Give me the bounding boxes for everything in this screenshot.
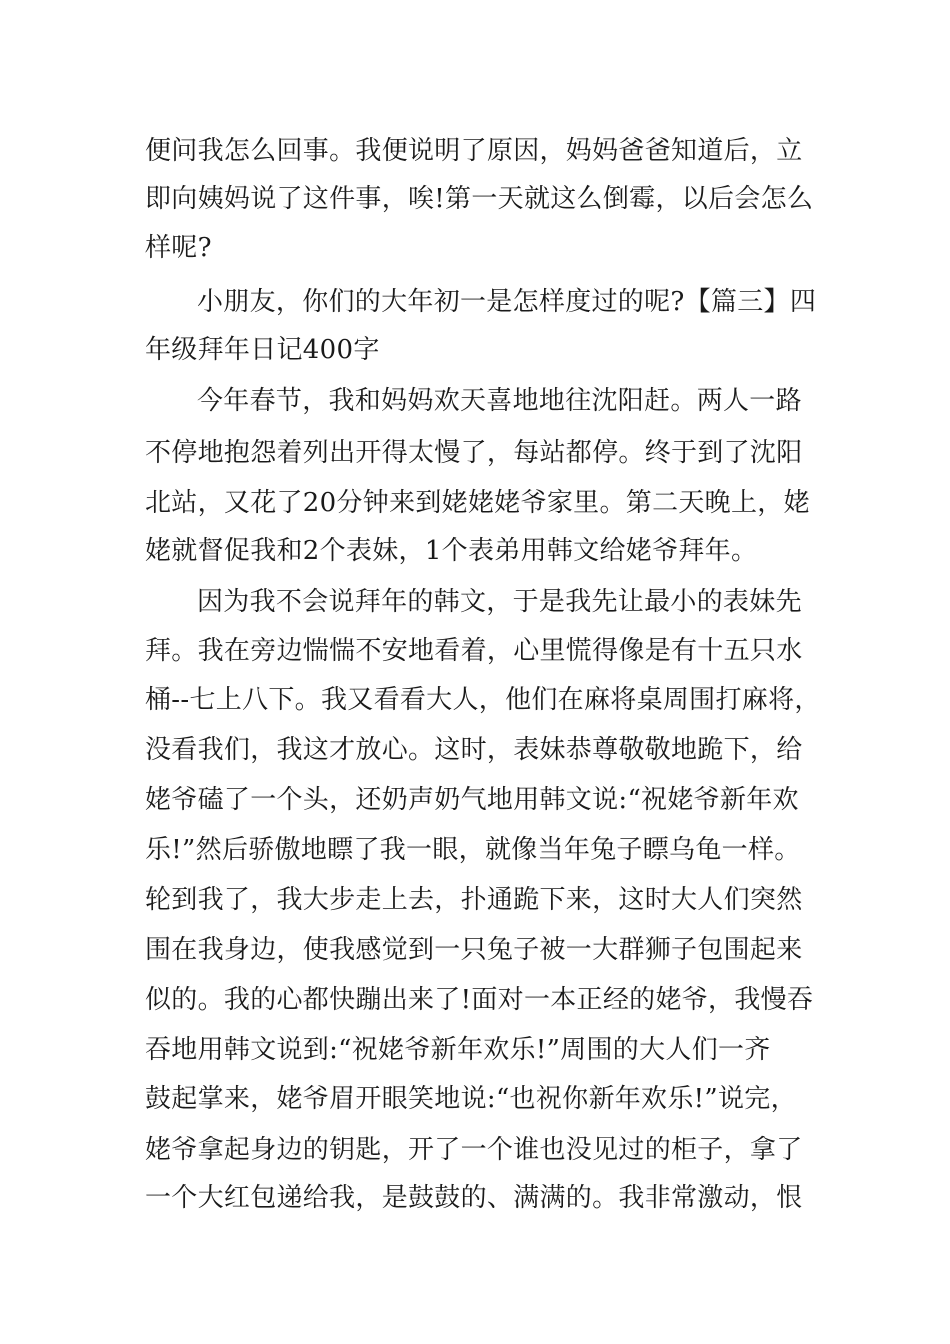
text-line: 样呢? [145,233,212,263]
text-line: 似的。我的心都快蹦出来了!面对一本正经的姥爷，我慢吞 [145,985,814,1015]
text-line: 北站，又花了20分钟来到姥姥姥爷家里。第二天晚上，姥 [145,488,810,518]
text-line: 小朋友，你们的大年初一是怎样度过的呢?【篇三】四 [197,287,817,317]
text-line: 乐!”然后骄傲地瞟了我一眼，就像当年兔子瞟乌龟一样。 [145,835,801,865]
text-line: 拜。我在旁边惴惴不安地看着，心里慌得像是有十五只水 [145,636,803,666]
text-line: 年级拜年日记400字 [145,335,380,365]
text-line: 轮到我了，我大步走上去，扑通跪下来，这时大人们突然 [145,885,803,915]
text-line: 今年春节，我和妈妈欢天喜地地往沈阳赶。两人一路 [197,386,802,416]
text-line: 姥就督促我和2个表妹，1个表弟用韩文给姥爷拜年。 [145,536,758,566]
text-line: 因为我不会说拜年的韩文，于是我先让最小的表妹先 [197,587,802,617]
text-line: 鼓起掌来，姥爷眉开眼笑地说:“也祝你新年欢乐!”说完， [145,1084,797,1114]
text-line: 吞地用韩文说到:“祝姥爷新年欢乐!”周围的大人们一齐 [145,1035,771,1065]
text-line: 围在我身边，使我感觉到一只兔子被一大群狮子包围起来 [145,935,803,965]
text-line: 不停地抱怨着列出开得太慢了，每站都停。终于到了沈阳 [145,438,803,468]
text-line: 姥爷拿起身边的钥匙，开了一个谁也没见过的柜子，拿了 [145,1135,803,1165]
text-line: 即向姨妈说了这件事，唉!第一天就这么倒霉，以后会怎么 [145,184,814,214]
text-line: 便问我怎么回事。我便说明了原因，妈妈爸爸知道后，立 [145,136,803,166]
text-line: 没看我们，我这才放心。这时，表妹恭尊敬敬地跪下，给 [145,735,803,765]
text-line: 桶--七上八下。我又看看大人，他们在麻将桌周围打麻将， [145,685,821,715]
text-line: 一个大红包递给我，是鼓鼓的、满满的。我非常激动，恨 [145,1183,803,1213]
text-line: 姥爷磕了一个头，还奶声奶气地用韩文说:“祝姥爷新年欢 [145,785,799,815]
